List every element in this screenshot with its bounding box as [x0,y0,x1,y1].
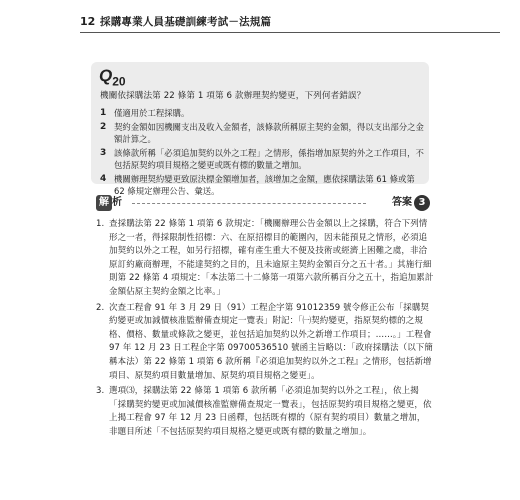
option-number: 4 [100,173,107,184]
explanation-paragraph [96,218,434,300]
option-text: 契約金額如因機關支出及收入金額者，該條款所稱原主契約金額，得以支出部分之金額計算之。 [114,121,424,144]
option-number: 3 [100,147,107,158]
paragraph-number: 2. [96,302,105,313]
explanation-label-box: 解 [96,195,112,211]
option-1 [100,107,425,119]
answer-badge: 3 [414,195,430,211]
option-4 [100,173,425,197]
option-list [100,107,425,199]
book-title: 採購專業人員基礎訓練考試－法規篇 [100,16,272,28]
explanation-paragraph [96,302,434,384]
answer-label: 答案 [392,197,412,208]
option-text: 機關辦理契約變更致原決標金額增加者，該增加之金額，應依採購法第 61 條或第 62 條規定辦理公告、彙送。 [114,173,415,196]
header-rule [80,32,500,33]
option-text: 僅適用於工程採購。 [114,108,190,118]
question-text: 機關依採購法第 22 條第 1 項第 6 款辦理契約變更，下列何者錯誤？ [100,91,366,101]
option-number: 1 [100,108,107,118]
option-2 [100,121,425,145]
page-header [80,14,500,32]
page-number: 12 [80,15,96,28]
question-box [91,62,429,196]
paragraph-text: 查採購法第 22 條第 1 項第 6 款規定：「機關辦理公告金額以上之採購，符合下列情形之一者，得採限制性招標：六、在原招標目的範圍內，因未能預見之情形，必須追加契約以外之工程，如另行招標，確有產生重大不便及技術或經濟上困難之虞，非洽原訂約廠商辦理，不能達契約之目的，且未逾原主契約金額百分之五十者。」其施行細則第 22 條第 4 項規定：「本法第二十二條第一項第六款所稱百分之五十，指追加累計金額佔原主契約金額之比率。」 [109,219,434,297]
question-number: $Q_{20}$ [99,66,126,89]
explanation-label-suffix: 析 [112,197,122,208]
paragraph-text: 選項⑶，採購法第 22 條第 1 項第 6 款所稱「必須追加契約以外之工程」，依上揭「採購契約變更或加減價核准監辦備查規定一覽表」，包括原契約項目規格之變更，依上揭工程會 97 年 12 月 23 日函釋，包括既有標的（原有契約項目）數量之增加，非題目所述「不包括原契約項目規格之變更或既有標的數量之增加」。 [109,386,432,437]
explanation-paragraph [96,385,434,439]
explanation-body [96,218,434,442]
option-3 [100,147,425,171]
option-number: 2 [100,121,107,132]
dashed-divider [132,203,366,204]
paragraph-text: 次查工程會 91 年 3 月 29 日（91）工程企字第 91012359 號令修正公布「採購契約變更或加減價核准監辦備查規定一覽表」附記：「㈠契約變更，指原契約標的之規格、價格、數量或條款之變更，並包括追加契約以外之新增工作項目；……。」工程會 97 年 12 月 23 日工程企字第 09700536510 號函主旨略以：「政府採購法（以下簡稱本法）第 22 條第 1 項第 6 款所稱『必須追加契約以外之工程』之情形，包括新增項目、原契約項目數量增加、原契約項目規格之變更」。 [109,302,434,381]
option-text: 該條款所稱「必須追加契約以外之工程」之情形，係指增加原契約外之工作項目，不包括原契約項目規格之變更或既有標的數量之增加。 [114,147,424,170]
paragraph-number: 1. [96,219,105,229]
explanation-label [96,195,122,211]
paragraph-number: 3. [96,386,105,397]
answer-bar [96,195,430,211]
